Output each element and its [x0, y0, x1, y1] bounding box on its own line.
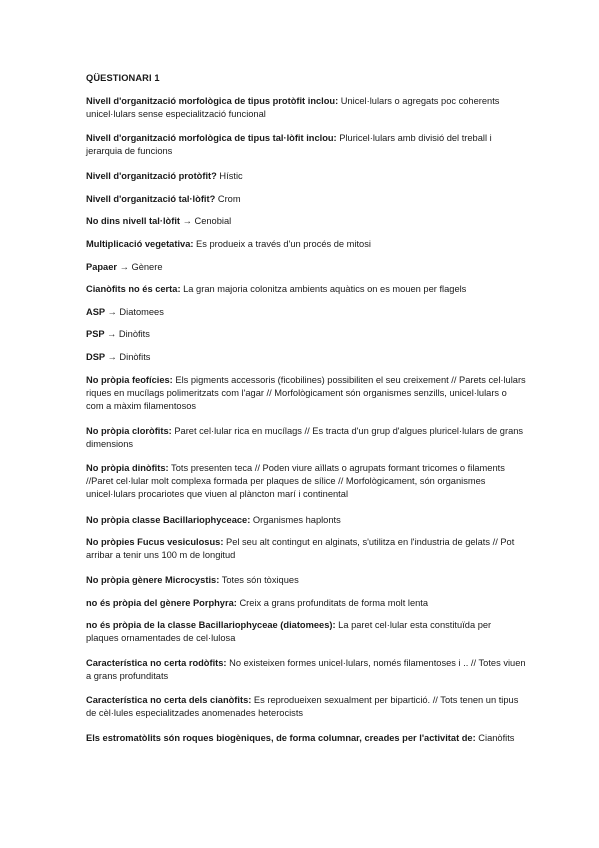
arrow-right-icon: → [117, 262, 132, 272]
question-item [86, 619, 526, 645]
question-item [86, 283, 526, 296]
question-label: Nivell d'organització morfològica de tipus protòfit inclou: [86, 96, 339, 106]
question-label: Papaer [86, 262, 118, 272]
arrow-right-icon: → [104, 329, 119, 339]
question-item [86, 694, 526, 720]
question-item [86, 306, 526, 319]
answer-text: Cenobial [194, 216, 232, 226]
question-label: Característica no certa dels cianòfits: [86, 695, 252, 705]
question-label: Els estromatòlits són roques biogèniques, de forma columnar, creades per l'activitat de: [86, 733, 476, 743]
question-item [86, 132, 526, 158]
question-label: Multiplicació vegetativa: [86, 239, 194, 249]
answer-text: Paret cel·lular rica en mucílags // Es tracta d'un grup d'algues pluricel·lulars de grans dimensions [86, 426, 524, 450]
answer-text: Unicel·lulars o agregats poc coherents unicel·lulars sense especialització funcional [86, 96, 500, 120]
question-item [86, 374, 526, 414]
arrow-right-icon: → [180, 216, 195, 226]
answer-text: Hístic [216, 171, 243, 181]
page-title: QÜESTIONARI 1 [86, 73, 160, 83]
question-label: No pròpia feofícies: [86, 375, 173, 385]
question-label: PSP [86, 329, 105, 339]
answer-text: Pluricel·lulars amb divisió del treball i jerarquia de funcions [86, 133, 492, 157]
question-item [86, 732, 526, 745]
question-label: No pròpia classe Bacillariophyceace: [86, 515, 251, 525]
question-label: ASP [86, 307, 105, 317]
question-item [86, 261, 526, 274]
question-label: No pròpia gènere Microcystis: [86, 575, 220, 585]
question-label: No dins nivell tal·lòfit [86, 216, 181, 226]
question-item [86, 328, 526, 341]
arrow-right-icon: → [104, 352, 120, 362]
answer-text: La gran majoria colonitza ambients aquàtics on es mouen per flagels [180, 284, 467, 294]
question-item [86, 536, 526, 562]
question-item [86, 170, 526, 183]
answer-text: Gènere [131, 262, 163, 272]
answer-text: Creix a grans profunditats de forma molt lenta [236, 598, 429, 608]
question-item [86, 215, 526, 228]
question-item [86, 95, 526, 121]
question-label: Característica no certa rodòfits: [86, 658, 227, 668]
question-item [86, 238, 526, 251]
answer-text: Es produeix a través d'un procés de mitosi [193, 239, 371, 249]
answer-text: Tots presenten teca // Poden viure aïllats o agrupats formant tricomes o filaments //Paret cel·lular molt complexa formada per plaques de sílice // Morfològicament, són organismes unicel·lulars procariotes que viuen al plàncton marí i continental [86, 463, 505, 500]
question-label: Nivell d'organització tal·lòfit? [86, 194, 216, 204]
question-label: No pròpia dinòfits: [86, 463, 169, 473]
answer-text: La paret cel·lular esta constituïda per plaques ornamentades de cel·lulosa [86, 620, 492, 644]
question-item [86, 574, 526, 587]
question-item [86, 193, 526, 206]
answer-text: Diatomees [119, 307, 164, 317]
question-item [86, 657, 526, 683]
question-label: Nivell d'organització morfològica de tipus tal·lòfit inclou: [86, 133, 337, 143]
answer-text: Pel seu alt contingut en alginats, s'utilitza en l'industria de gelats // Pot arribar a tenir uns 100 m de longitud [86, 537, 515, 561]
question-label: No pròpies Fucus vesiculosus: [86, 537, 224, 547]
question-label: DSP [86, 352, 105, 362]
answer-text: Totes són tòxiques [219, 575, 299, 585]
question-label: Cianòfits no és certa: [86, 284, 181, 294]
question-item [86, 597, 526, 610]
question-label: no és pròpia del gènere Porphyra: [86, 598, 237, 608]
question-label: no és pròpia de la classe Bacillariophyceae (diatomees): [86, 620, 336, 630]
answer-text: Els pigments accessoris (ficobilines) possibiliten el seu creixement // Parets cel·lulars riques en mucílags polimeritzats com l'agar // Morfològicament són organismes senzills, unicel·lulars o com a màxim filamentosos [86, 375, 526, 412]
question-item [86, 514, 526, 527]
question-item [86, 462, 526, 502]
answer-text: Es reprodueixen sexualment per bipartició. // Tots tenen un tipus de cèl·lules especialitzades anomenades heterocists [86, 695, 519, 719]
question-item [86, 351, 526, 364]
answer-text: Dinòfits [118, 329, 150, 339]
question-label: No pròpia cloròfits: [86, 426, 172, 436]
question-item [86, 425, 526, 451]
answer-text: Organismes haplonts [250, 515, 341, 525]
answer-text: Crom [215, 194, 241, 204]
arrow-right-icon: → [104, 307, 120, 317]
question-label: Nivell d'organització protòfit? [86, 171, 217, 181]
answer-text: Dinòfits [119, 352, 151, 362]
answer-text: Cianòfits [475, 733, 515, 743]
answer-text: No existeixen formes unicel·lulars, només filamentoses i .. // Totes viuen a grans profunditats [86, 658, 526, 682]
